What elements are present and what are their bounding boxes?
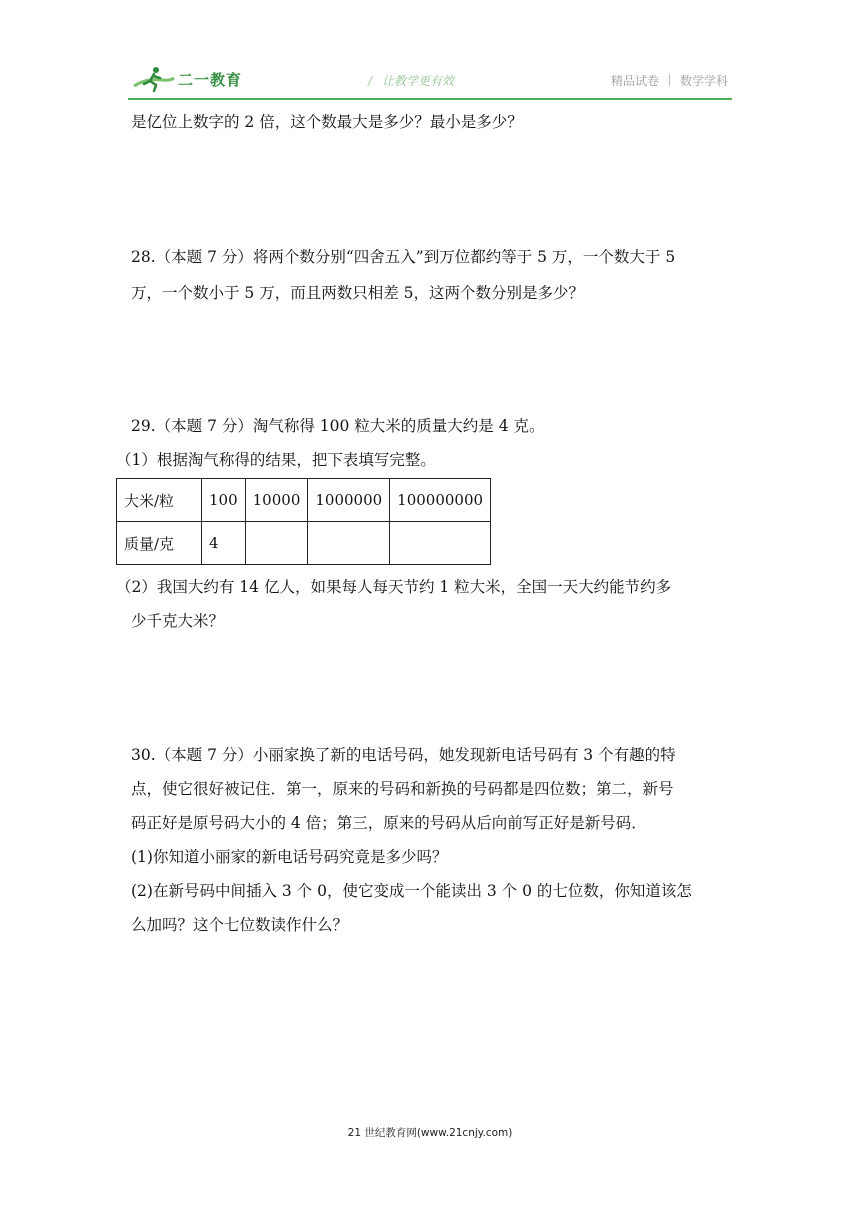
runner-logo-icon	[132, 66, 176, 92]
logo-text: 二一教育	[178, 70, 243, 89]
q30-line-1: 30.（本题 7 分）小丽家换了新的电话号码，她发现新电话号码有 3 个有趣的特	[131, 746, 676, 764]
q29-part-1: （1）根据淘气称得的结果，把下表填写完整。	[116, 451, 436, 469]
slogan	[368, 72, 454, 89]
q29-part-2-line-2: 少千克大米？	[131, 612, 225, 630]
table-cell: 1000000	[308, 479, 390, 522]
slogan-slash: /	[368, 74, 373, 88]
table-cell-blank[interactable]	[308, 522, 390, 565]
table-cell: 100	[202, 479, 246, 522]
slogan-text: 让教学更有效	[382, 74, 455, 88]
q28-line-2: 万，一个数小于 5 万，而且两数只相差 5，这两个数分别是多少？	[131, 284, 585, 302]
rice-weight-table	[116, 478, 491, 565]
q30-part-2-line-1: (2)在新号码中间插入 3 个 0，使它变成一个能读出 3 个 0 的七位数，你知道该怎	[131, 882, 692, 900]
q30-line-2: 点，使它很好被记住．第一，原来的号码和新换的号码都是四位数；第二，新号	[131, 780, 674, 798]
q28-line-1: 28.（本题 7 分）将两个数分别“四舍五入”到万位都约等于 5 万，一个数大于 5	[131, 248, 676, 266]
table-cell: 质量/克	[117, 522, 202, 565]
table-cell: 4	[202, 522, 246, 565]
page-footer: 21 世纪教育网(www.21cnjy.com)	[347, 1127, 513, 1139]
q30-part-2-line-2: 么加吗？这个七位数读作什么？	[131, 916, 349, 934]
q30-part-1: (1)你知道小丽家的新电话号码究竟是多少吗？	[131, 848, 448, 866]
q27-tail-text: 是亿位上数字的 2 倍，这个数最大是多少？最小是多少？	[131, 113, 523, 131]
q30-line-3: 码正好是原号码大小的 4 倍；第三，原来的号码从后向前写正好是新号码．	[131, 814, 647, 832]
page-header	[128, 64, 732, 100]
header-right-labels	[611, 72, 728, 89]
premium-paper-label: 精品试卷	[610, 74, 659, 88]
table-row	[117, 522, 491, 565]
table-cell-blank[interactable]	[245, 522, 308, 565]
table-cell: 100000000	[390, 479, 491, 522]
table-cell: 大米/粒	[117, 479, 202, 522]
q29-line-1: 29.（本题 7 分）淘气称得 100 粒大米的质量大约是 4 克。	[131, 417, 545, 435]
header-divider	[128, 98, 732, 100]
table-cell: 10000	[245, 479, 308, 522]
table-row	[117, 479, 491, 522]
q29-part-2-line-1: （2）我国大约有 14 亿人，如果每人每天节约 1 粒大米，全国一天大约能节约多	[116, 578, 672, 596]
header-separator	[669, 74, 670, 86]
subject-label: 数学学科	[679, 74, 728, 88]
site-logo	[132, 66, 242, 92]
table-cell-blank[interactable]	[390, 522, 491, 565]
